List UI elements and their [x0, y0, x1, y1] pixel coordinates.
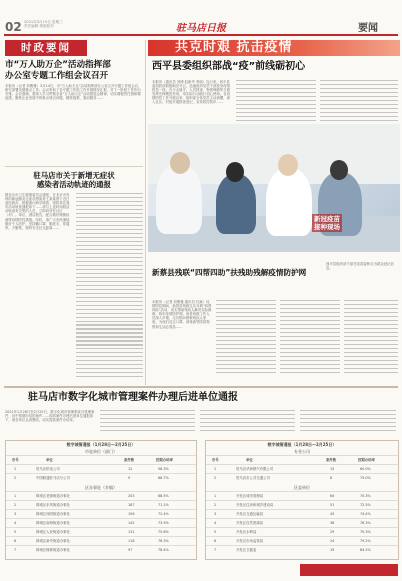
cell-unit: 驿城区人民街道办事处 — [36, 530, 70, 534]
article-body-xiping-col3 — [320, 80, 398, 124]
photo-caption-text: 西平县组织部干部在疫苗接种点为群众登记信息。 — [326, 262, 394, 271]
table-subtitle: 区办事处（乡镇） — [85, 485, 117, 490]
cell-unit: 驻马店供电公司 — [36, 467, 60, 471]
cell-rate: 72.5% — [360, 503, 371, 507]
cell-count: 97 — [128, 548, 133, 552]
cell-index: 5 — [14, 530, 17, 534]
cell-index: 1 — [14, 494, 17, 498]
cell-count: 51 — [330, 503, 335, 507]
bottom-article-body-col4 — [300, 410, 396, 436]
section-title: 要闻 — [358, 23, 378, 34]
article-body-xincai-col2 — [216, 300, 276, 378]
cell-rate: 79.3% — [360, 530, 371, 534]
col-header: 序号 — [212, 458, 219, 462]
article-body-xincai-col3 — [280, 300, 340, 378]
cell-index: 1 — [214, 494, 217, 498]
cell-rate: 76.3% — [360, 521, 371, 525]
cell-unit: 驿城区东风街道办事处 — [36, 503, 70, 507]
cell-rate: 58.3% — [158, 467, 169, 471]
column-divider — [5, 166, 143, 167]
article-title-xincai: 新蔡县残联“四帮四助”扶残助残解疫情防护网 — [152, 268, 307, 277]
table-row — [206, 473, 398, 483]
cell-index: 4 — [14, 521, 17, 525]
col-header: 单位 — [46, 458, 53, 462]
cell-index: 2 — [14, 476, 17, 480]
cell-rate: 70.3% — [360, 494, 371, 498]
cell-unit: 开发区住房和城乡建设局 — [236, 503, 274, 507]
cell-count: 187 — [128, 503, 135, 507]
cell-index: 1 — [214, 467, 217, 471]
article-body-xincai-col1: 本报讯（记者 刘俊雅 通讯员 杜斌）疫情防控期间，新蔡县残联扎实开展“四帮四助”活动，切实帮助残疾人解决实际困难，筑牢疫情防护网。该县残联工作人员深入乡镇，走访慰问困难残疾人家庭，为他们送去口罩、消毒液等防疫物资和生活必需品…… — [152, 300, 212, 329]
article-body-notice-col1: 据北京市卫生健康委员会通报，在北京市发现的新冠肺炎无症状感染者王某某曾于近日途经我市。根据流行病学调查，现将其在我市活动轨迹通报如下……请与上述时间段活动轨迹有交集的人员，立即向所在社区（村）、单位、酒店报告，配合做好核酸检测等疫情防控措施。同时，请广大市民继续做好个人防护，坚持戴口罩、勤洗手、常通风、少聚集，保持安全社交距离…… — [5, 193, 70, 230]
table-subtitle: 市直单位（部门） — [85, 449, 117, 454]
article-body-xiping-col1: 本报讯（通讯员 刘博 赵新华 李丽）连日来，西平县委组织部积极响应号召，迅速组织党员干部投身疫情防控一线，在卡点值守、人员排查、物资保障等方面发挥先锋模范作用，用实际行动践行初心使命。自疫情防控工作开展以来，组织部全体党员主动请缨，深入社区、村组开展排查登记，宣传防控知识…… — [152, 80, 230, 105]
cell-index: 1 — [14, 467, 17, 471]
col-header: 按期办结率 — [358, 458, 375, 462]
cell-rate: 72.4% — [158, 512, 169, 516]
cell-unit: 驿城区南海街道办事处 — [36, 521, 70, 525]
cell-count: 142 — [128, 521, 135, 525]
cell-unit: 驻马店市公共交通公司 — [236, 476, 270, 480]
cell-unit: 开发区城市管理局 — [236, 494, 264, 498]
article-title-notice: 驻马店市关于新增无症状 感染者活动轨迹的通报 — [33, 171, 115, 190]
cell-unit: 驿城区橡林街道办事处 — [36, 548, 70, 552]
cell-unit: 驿城区新华街道办事处 — [36, 539, 70, 543]
cell-rate: 74.4% — [360, 512, 371, 516]
cell-rate: 71.1% — [158, 503, 169, 507]
col-header: 按期办结率 — [156, 458, 173, 462]
cell-count: 24 — [330, 539, 335, 543]
cell-rate: 66.7% — [158, 476, 169, 480]
cell-rate: 75.0% — [360, 476, 371, 480]
cell-index: 5 — [214, 530, 217, 534]
cell-index: 2 — [214, 503, 217, 507]
cell-index: 3 — [14, 512, 17, 516]
cell-unit: 开发区自然资源局 — [236, 521, 264, 525]
cell-rate: 60.0% — [360, 467, 371, 471]
table-title: 数字城管通报（1月28日—2月25日） — [267, 442, 337, 447]
cell-rate: 76.3% — [158, 539, 169, 543]
cell-rate: 84.2% — [360, 548, 371, 552]
cell-unit: 开发区水利局 — [236, 530, 257, 534]
section-divider — [4, 386, 398, 388]
cell-rate: 78.4% — [158, 548, 169, 552]
cell-index: 6 — [14, 539, 17, 543]
cell-unit: 开发区卫健委 — [236, 548, 257, 552]
cell-unit: 驻马店华润燃气有限公司 — [236, 467, 274, 471]
col-header: 案件数 — [124, 458, 135, 462]
cell-count: 38 — [330, 521, 335, 525]
col-header: 序号 — [12, 458, 19, 462]
table-subtitle: 区直单位 — [294, 485, 310, 490]
vaccination-photo — [148, 124, 400, 252]
header-rule — [4, 34, 398, 36]
table-row — [206, 545, 398, 555]
cell-count: 43 — [330, 512, 335, 516]
bottom-article-title: 驻马店市数字化城市管理案件办理后进单位通报 — [28, 392, 238, 403]
table-subtitle: 专业公司 — [294, 449, 310, 454]
cell-index: 6 — [214, 539, 217, 543]
table-title: 数字城管通报（1月28日—2月25日） — [66, 442, 136, 447]
col-header: 案件数 — [326, 458, 337, 462]
cell-count: 29 — [330, 530, 335, 534]
article-title-wanren: 市“万人助万企”活动指挥部 办公室专题工作组会议召开 — [5, 60, 111, 81]
table-row — [6, 473, 196, 483]
table-row — [6, 545, 196, 555]
cell-count: 12 — [128, 467, 133, 471]
article-title-xiping: 西平县委组织部战“疫”前线砺初心 — [152, 61, 306, 72]
cell-count: 64 — [330, 494, 335, 498]
cell-count: 118 — [128, 539, 135, 543]
bottom-article-body-col3 — [200, 410, 295, 436]
report-table-right — [205, 440, 399, 560]
newspaper-logo: 驻马店日报 — [176, 23, 226, 34]
cell-count: 203 — [128, 494, 135, 498]
col-header: 单位 — [246, 458, 253, 462]
cell-count: 131 — [128, 530, 135, 534]
issue-date: 2021年3月15日 星期三 — [24, 20, 63, 24]
cell-rate: 68.5% — [158, 494, 169, 498]
cell-index: 7 — [14, 548, 17, 552]
cell-unit: 中国联通驻马店分公司 — [36, 476, 70, 480]
cell-rate: 73.9% — [158, 521, 169, 525]
cell-count: 15 — [330, 467, 335, 471]
cell-index: 4 — [214, 521, 217, 525]
footer-accent — [300, 564, 398, 576]
cell-unit: 驿城区西园街道办事处 — [36, 512, 70, 516]
article-body-wanren: 本报讯（记者 刘俊雅）3月14日，市“万人助万企”活动指挥部办公室召开专题工作组会议，研究部署近期重点工作。会议听取了各专题工作组工作开展情况汇报，对下一阶段工作作出安排。会议强调，要深入学习贯彻全省“万人助万企”活动推进会精神，切实增强责任感和紧迫感，聚焦企业发展中的难点堵点问题，精准施策、靠前服务…… — [5, 84, 142, 101]
article-body-xiping-col2 — [236, 80, 316, 124]
cell-rate: 79.2% — [360, 539, 371, 543]
section-tag: 时政要闻 — [5, 40, 87, 56]
bottom-article-body-col2 — [100, 410, 195, 436]
cell-count: 8 — [330, 476, 333, 480]
cell-unit: 开发区交通运输局 — [236, 512, 264, 516]
bottom-article-intro: 2021年1月28日至2月25日，数字化城市管理系统共受理案件，其中按期办结的案件……现将案件办理后进单位通报如下，请各单位认真整改，切实提高案件办结率。 — [5, 410, 95, 423]
cell-unit: 开发区市场监管局 — [236, 539, 264, 543]
cell-count: 156 — [128, 512, 135, 516]
cell-unit: 驿城区老街街道办事处 — [36, 494, 70, 498]
article-body-notice-col2 — [76, 193, 143, 383]
cell-index: 3 — [214, 512, 217, 516]
cell-index: 2 — [14, 503, 17, 507]
cell-count: 9 — [128, 476, 131, 480]
banner-title: 共克时艰 抗击疫情 — [175, 40, 293, 55]
article-body-xincai-col4 — [344, 300, 398, 378]
cell-count: 19 — [330, 548, 335, 552]
cell-rate: 75.6% — [158, 530, 169, 534]
date-line — [24, 20, 63, 29]
column-divider-vertical — [145, 40, 146, 385]
cell-index: 7 — [214, 548, 217, 552]
cell-index: 2 — [214, 476, 217, 480]
editor-line: 责任编辑 排版校对 — [24, 24, 54, 29]
report-table-left — [5, 440, 197, 560]
photo-caption-badge: 新冠疫苗 接种现场 — [314, 215, 340, 231]
page-number: 02 — [5, 20, 22, 34]
